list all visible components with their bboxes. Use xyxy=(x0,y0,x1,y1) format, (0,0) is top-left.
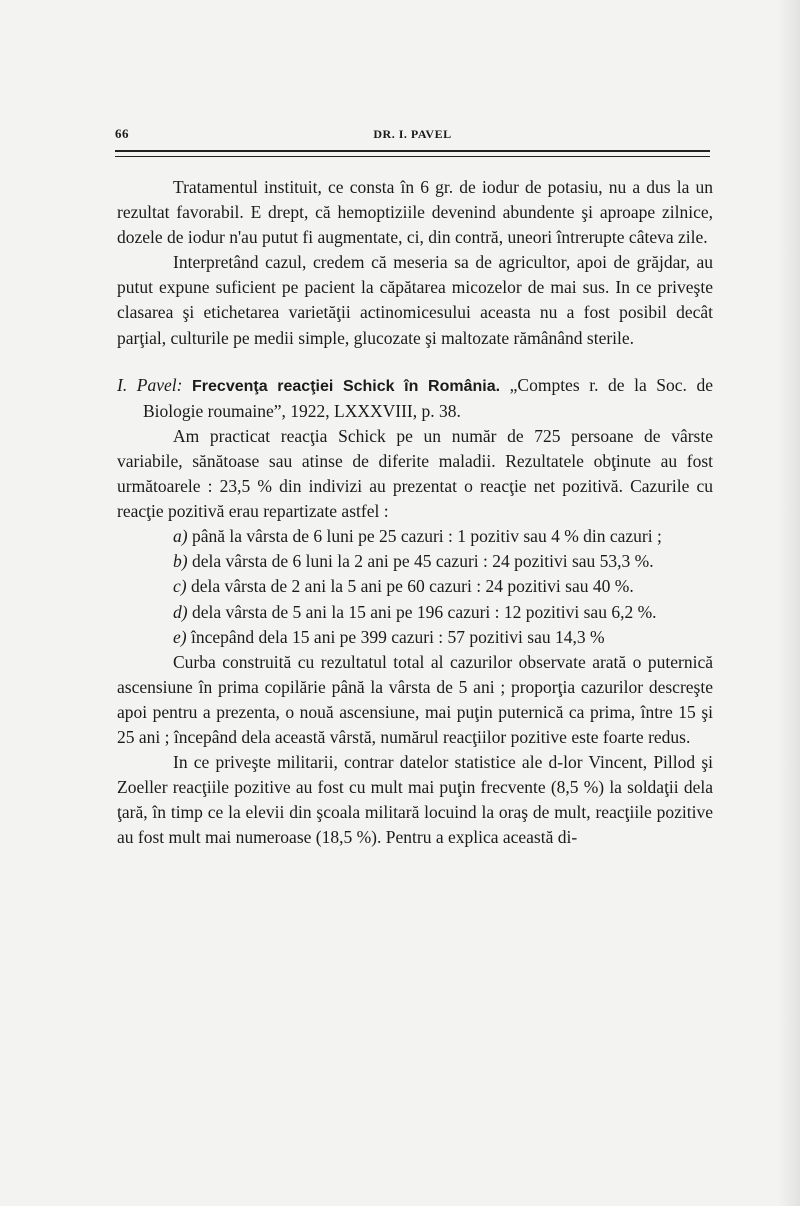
list-item-text: dela vârsta de 5 ani la 15 ani pe 196 cazuri : 12 pozitivi sau 6,2 %. xyxy=(191,601,657,622)
list-item-text: dela vârsta de 2 ani la 5 ani pe 60 cazuri : 24 pozitivi sau 40 %. xyxy=(190,576,634,597)
list-item xyxy=(117,625,713,650)
page-number: 66 xyxy=(115,126,129,141)
paragraph-curve: Curba construită cu rezultatul total al cazurilor observate arată o puternică ascensiune în prima copilărie până la vârsta de 5 ani ; proporţia cazurilor descreşte apoi pentru a prezenta, o nouă ascensiune, mai puţin puternică ca prima, între 15 şi 25 ani ; începând dela această vârstă, numărul reacţiilor pozitive este foarte redus. xyxy=(117,651,713,747)
list-item xyxy=(117,574,713,599)
header-rule xyxy=(115,150,710,157)
list-item xyxy=(117,600,713,625)
list-item-text: până la vârsta de 6 luni pe 25 cazuri : 1 pozitiv sau 4 % din cazuri ; xyxy=(191,526,662,547)
reference-author: I. Pavel: xyxy=(117,374,183,395)
page-header xyxy=(115,126,710,144)
section-gap xyxy=(117,351,713,373)
results-intro: Am practicat reacţia Schick pe un număr de 725 persoane de vârste variabile, sănătoase sau atinse de diferite maladii. Rezultatele obţinute au fost următoarele : 23,5 % din indivizi au prezentat o reacţie net pozitivă. Cazurile cu reacţie pozitivă erau repartizate astfel : xyxy=(117,425,713,522)
reference-entry xyxy=(117,373,713,424)
list-item-label: d) xyxy=(173,601,188,622)
paragraph-interpretation: Interpretând cazul, credem că meseria sa de agricultor, apoi de grăjdar, au putut expune suficient pe pacient la căpătarea micozelor de mai sus. In ce priveşte clasarea şi etichetarea varietăţii actinomicesului aceasta nu a fost posibil decât parţial, culturile pe medii simple, glucozate şi maltozate rămânând sterile. xyxy=(117,252,713,348)
list-item-label: c) xyxy=(173,576,187,597)
binding-shadow xyxy=(778,0,800,1206)
list-item-label: b) xyxy=(173,551,188,572)
list-item xyxy=(117,549,713,574)
paragraph-military: In ce priveşte militarii, contrar datelor statistice ale d-lor Vincent, Pillod şi Zoeller reacţiile pozitive au fost cu mult mai puţin frecvente (8,5 %) la soldaţii dela ţară, în timp ce la elevii din şcoala militară locuind la oraş de mult, reacţiile pozitive au fost mult mai numeroase (18,5 %). Pentru a explica această di- xyxy=(117,752,713,848)
paragraph-treatment: Tratamentul instituit, ce consta în 6 gr. de iodur de potasiu, nu a dus la un rezultat favorabil. E drept, că hemoptiziile devenind abundente şi aproape zilnice, dozele de iodur n'au putut fi augmentate, ci, din contră, uneori întrerupte câteva zile. xyxy=(117,177,713,248)
running-head: DR. I. PAVEL xyxy=(373,127,452,141)
list-item-label: e) xyxy=(173,626,187,647)
list-item xyxy=(117,524,713,549)
list-item-label: a) xyxy=(173,526,188,547)
list-item-text: dela vârsta de 6 luni la 2 ani pe 45 cazuri : 24 pozitivi sau 53,3 %. xyxy=(191,551,654,572)
reference-title: Frecvenţa reacţiei Schick în România. xyxy=(192,377,501,395)
page-body xyxy=(117,175,713,850)
list-item-text: începând dela 15 ani pe 399 cazuri : 57 pozitivi sau 14,3 % xyxy=(190,626,605,647)
reference-citation: „Comptes r. de la Soc. de Biologie roumaine”, 1922, LXXXVIII, p. 38. xyxy=(143,374,714,421)
